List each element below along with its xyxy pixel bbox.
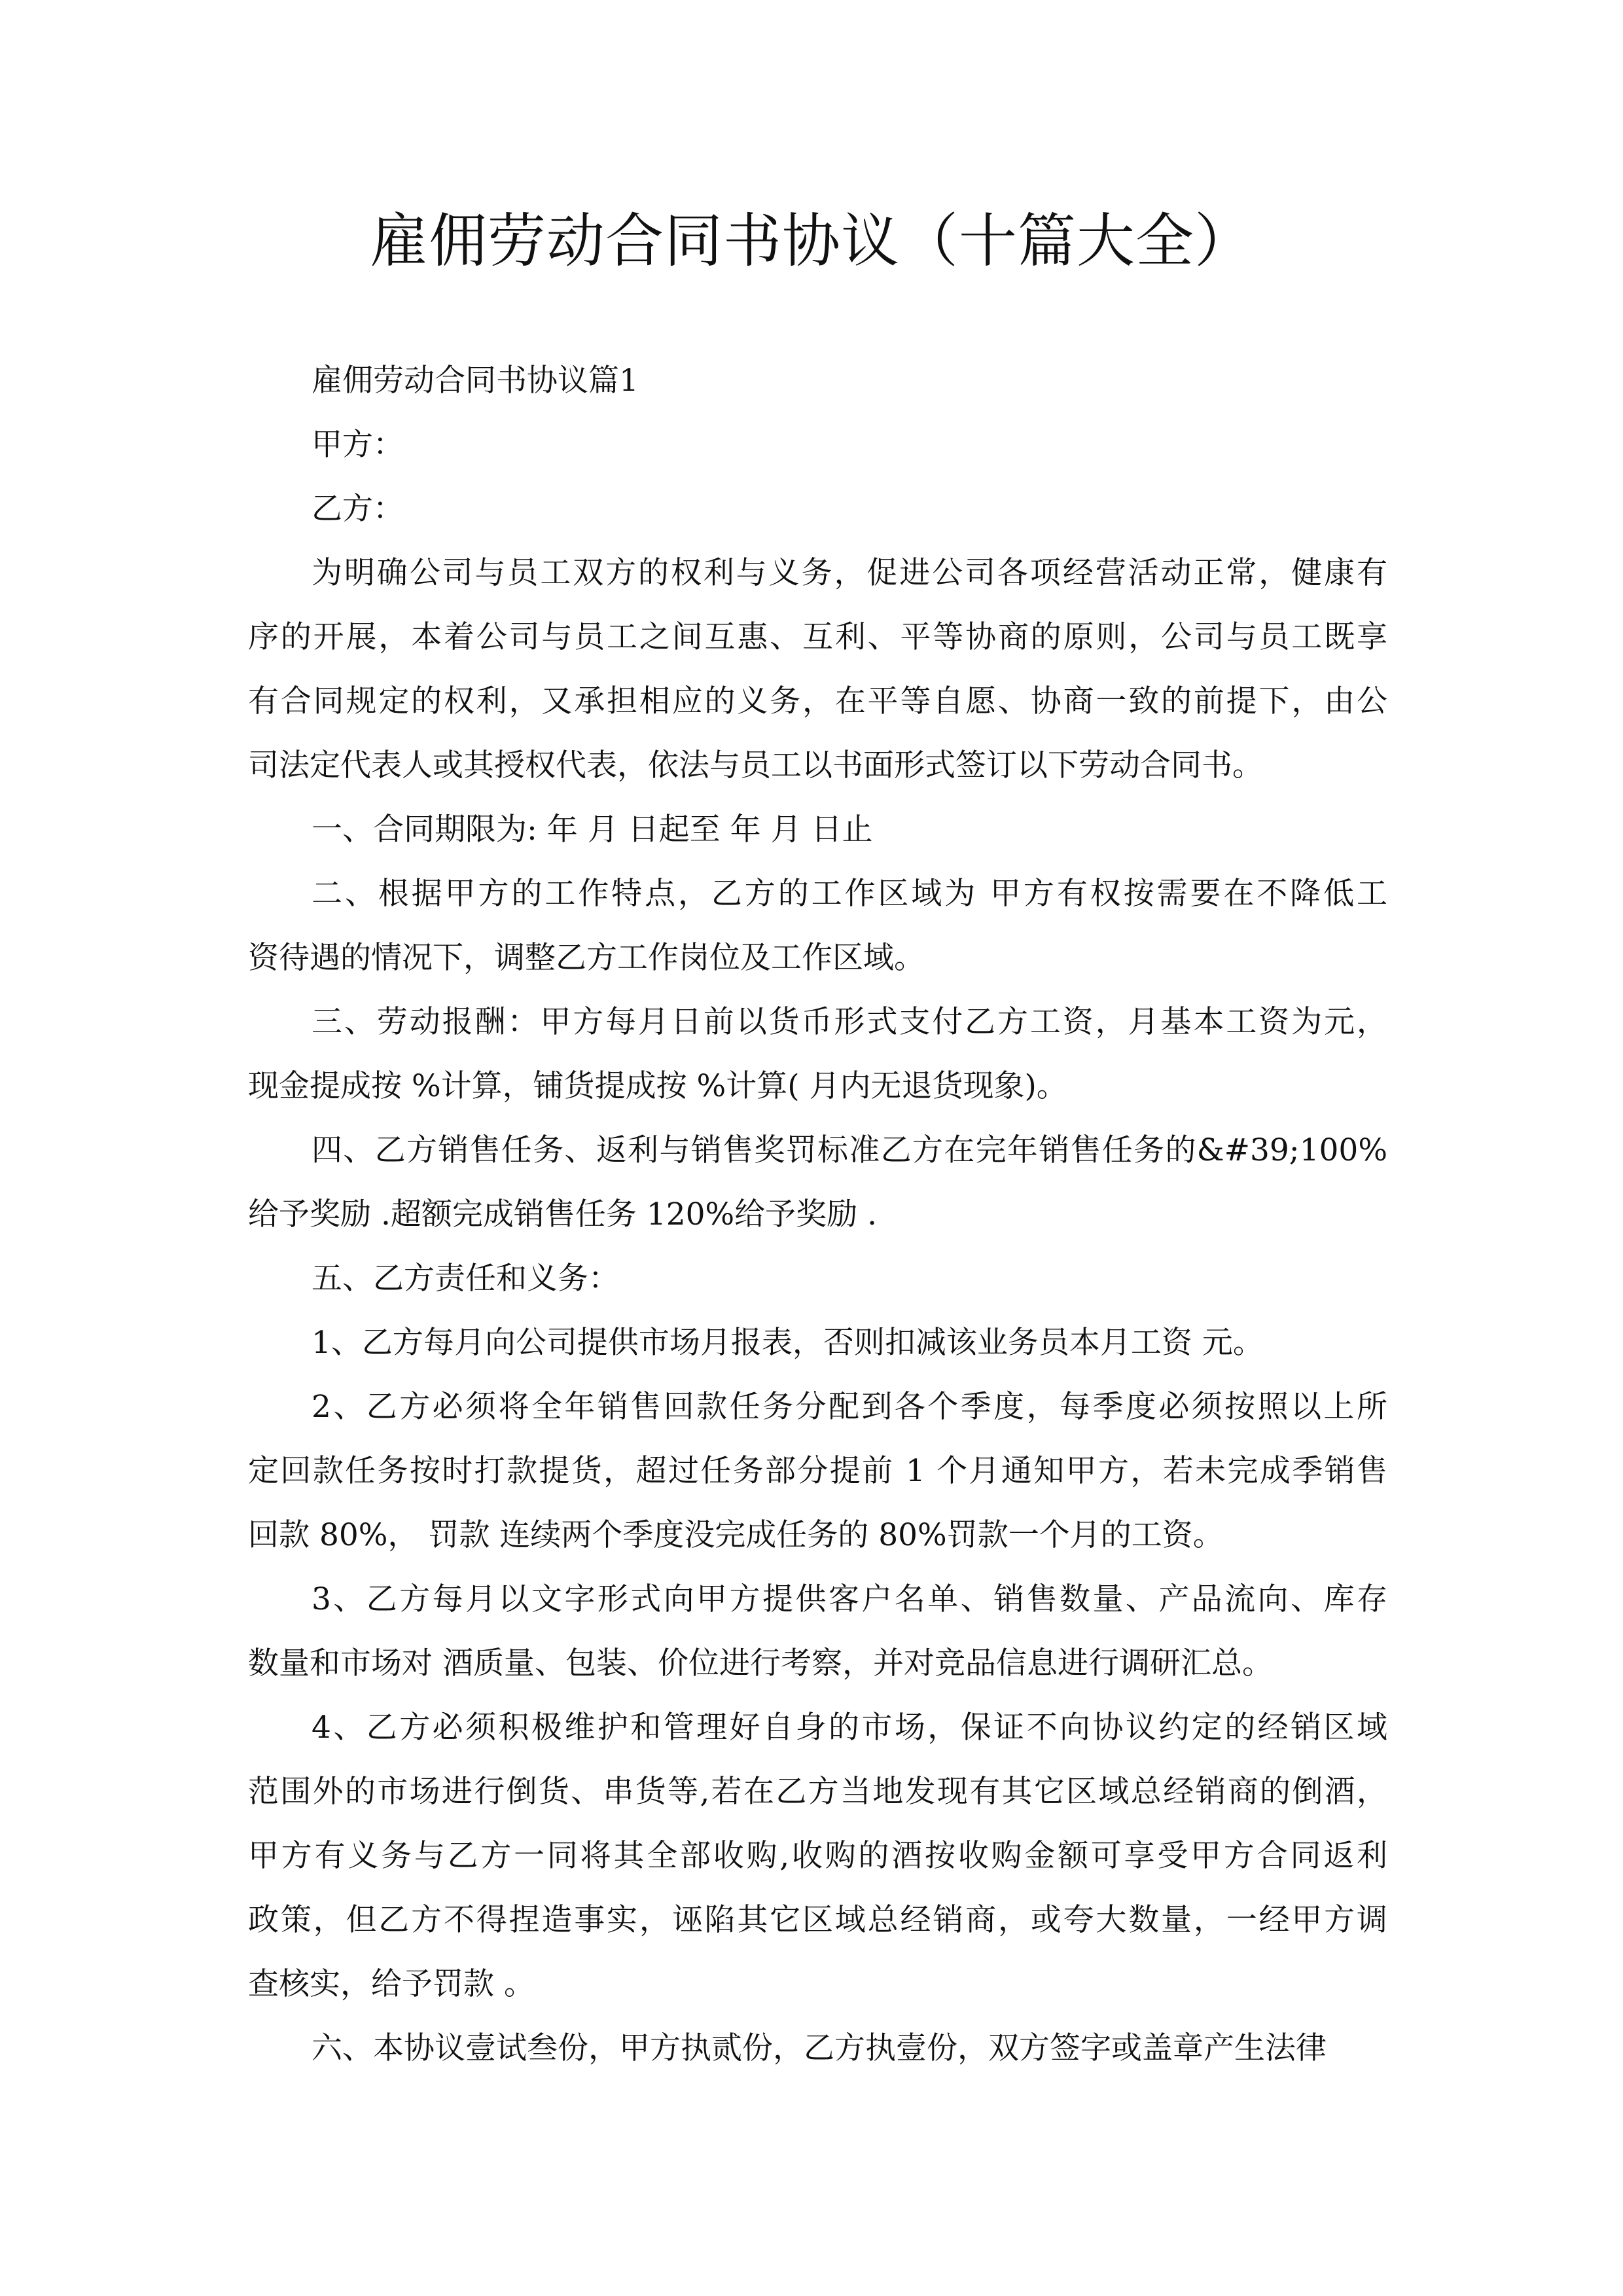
- text-line: 雇佣劳动合同书协议篇1: [312, 363, 639, 399]
- text-line: 回款 80%， 罚款 连续两个季度没完成任务的 80%罚款一个月的工资。: [248, 1517, 1224, 1553]
- text-line: 数量和市场对 酒质量、包装、价位进行考察，并对竞品信息进行调研汇总。: [248, 1645, 1273, 1681]
- text-line: 乙方：: [312, 491, 404, 527]
- text-line: 2、乙方必须将全年销售回款任务分配到各个季度，每季度必须按照以上所: [312, 1389, 1387, 1425]
- text-line: 为明确公司与员工双方的权利与义务，促进公司各项经营活动正常，健康有: [312, 555, 1387, 591]
- text-line: 定回款任务按时打款提货，超过任务部分提前 1 个月通知甲方，若未完成季销售: [248, 1453, 1387, 1489]
- paragraph: [248, 798, 1387, 862]
- text-line: 五、乙方责任和义务：: [312, 1261, 619, 1297]
- text-line: 有合同规定的权利，又承担相应的义务，在平等自愿、协商一致的前提下，由公: [248, 683, 1387, 719]
- paragraph: [248, 1247, 1387, 1311]
- paragraph: [248, 2017, 1387, 2081]
- paragraph: [248, 541, 1387, 798]
- text-line: 甲方：: [312, 427, 404, 463]
- text-line: 司法定代表人或其授权代表，依法与员工以书面形式签订以下劳动合同书。: [248, 747, 1263, 783]
- document-title: 雇佣劳动合同书协议（十篇大全）: [370, 207, 1253, 275]
- paragraph: [248, 413, 1387, 477]
- paragraph: [248, 1568, 1387, 1696]
- text-line: 3、乙方每月以文字形式向甲方提供客户名单、销售数量、产品流向、库存: [312, 1581, 1387, 1617]
- document-body: [248, 349, 1387, 2081]
- paragraph: [248, 862, 1387, 990]
- paragraph: [248, 1375, 1387, 1568]
- text-line: 1、乙方每月向公司提供市场月报表，否则扣减该业务员本月工资 元。: [312, 1325, 1264, 1361]
- text-line: 序的开展，本着公司与员工之间互惠、互利、平等协商的原则，公司与员工既享: [248, 619, 1387, 655]
- text-line: 4、乙方必须积极维护和管理好自身的市场，保证不向协议约定的经销区域: [312, 1710, 1387, 1746]
- text-line: 查核实，给予罚款 。: [248, 1966, 535, 2002]
- text-line: 现金提成按 %计算，铺货提成按 %计算( 月内无退货现象)。: [248, 1068, 1067, 1104]
- text-line: 资待遇的情况下，调整乙方工作岗位及工作区域。: [248, 940, 925, 976]
- paragraph: [248, 1119, 1387, 1247]
- text-line: 甲方有义务与乙方一同将其全部收购,收购的酒按收购金额可享受甲方合同返利: [248, 1838, 1387, 1874]
- paragraph: [248, 990, 1387, 1119]
- text-line: 范围外的市场进行倒货、串货等,若在乙方当地发现有其它区域总经销商的倒酒，: [248, 1774, 1387, 1810]
- text-line: 二、根据甲方的工作特点，乙方的工作区域为 甲方有权按需要在不降低工: [312, 876, 1387, 912]
- text-line: 六、本协议壹试叁份，甲方执贰份，乙方执壹份，双方签字或盖章产生法律: [312, 2030, 1327, 2066]
- text-line: 四、乙方销售任务、返利与销售奖罚标准乙方在完年销售任务的&#39;100%: [312, 1132, 1387, 1168]
- text-line: 三、劳动报酬：甲方每月日前以货币形式支付乙方工资，月基本工资为元，: [312, 1004, 1387, 1040]
- text-line: 给予奖励 .超额完成销售任务 120%给予奖励 .: [248, 1196, 878, 1232]
- paragraph: [248, 1696, 1387, 2017]
- paragraph: [248, 349, 1387, 413]
- paragraph: [248, 1311, 1387, 1375]
- paragraph: [248, 477, 1387, 541]
- text-line: 一、合同期限为: 年 月 日起至 年 月 日止: [312, 812, 873, 848]
- text-line: 政策，但乙方不得捏造事实，诬陷其它区域总经销商，或夸大数量，一经甲方调: [248, 1902, 1387, 1938]
